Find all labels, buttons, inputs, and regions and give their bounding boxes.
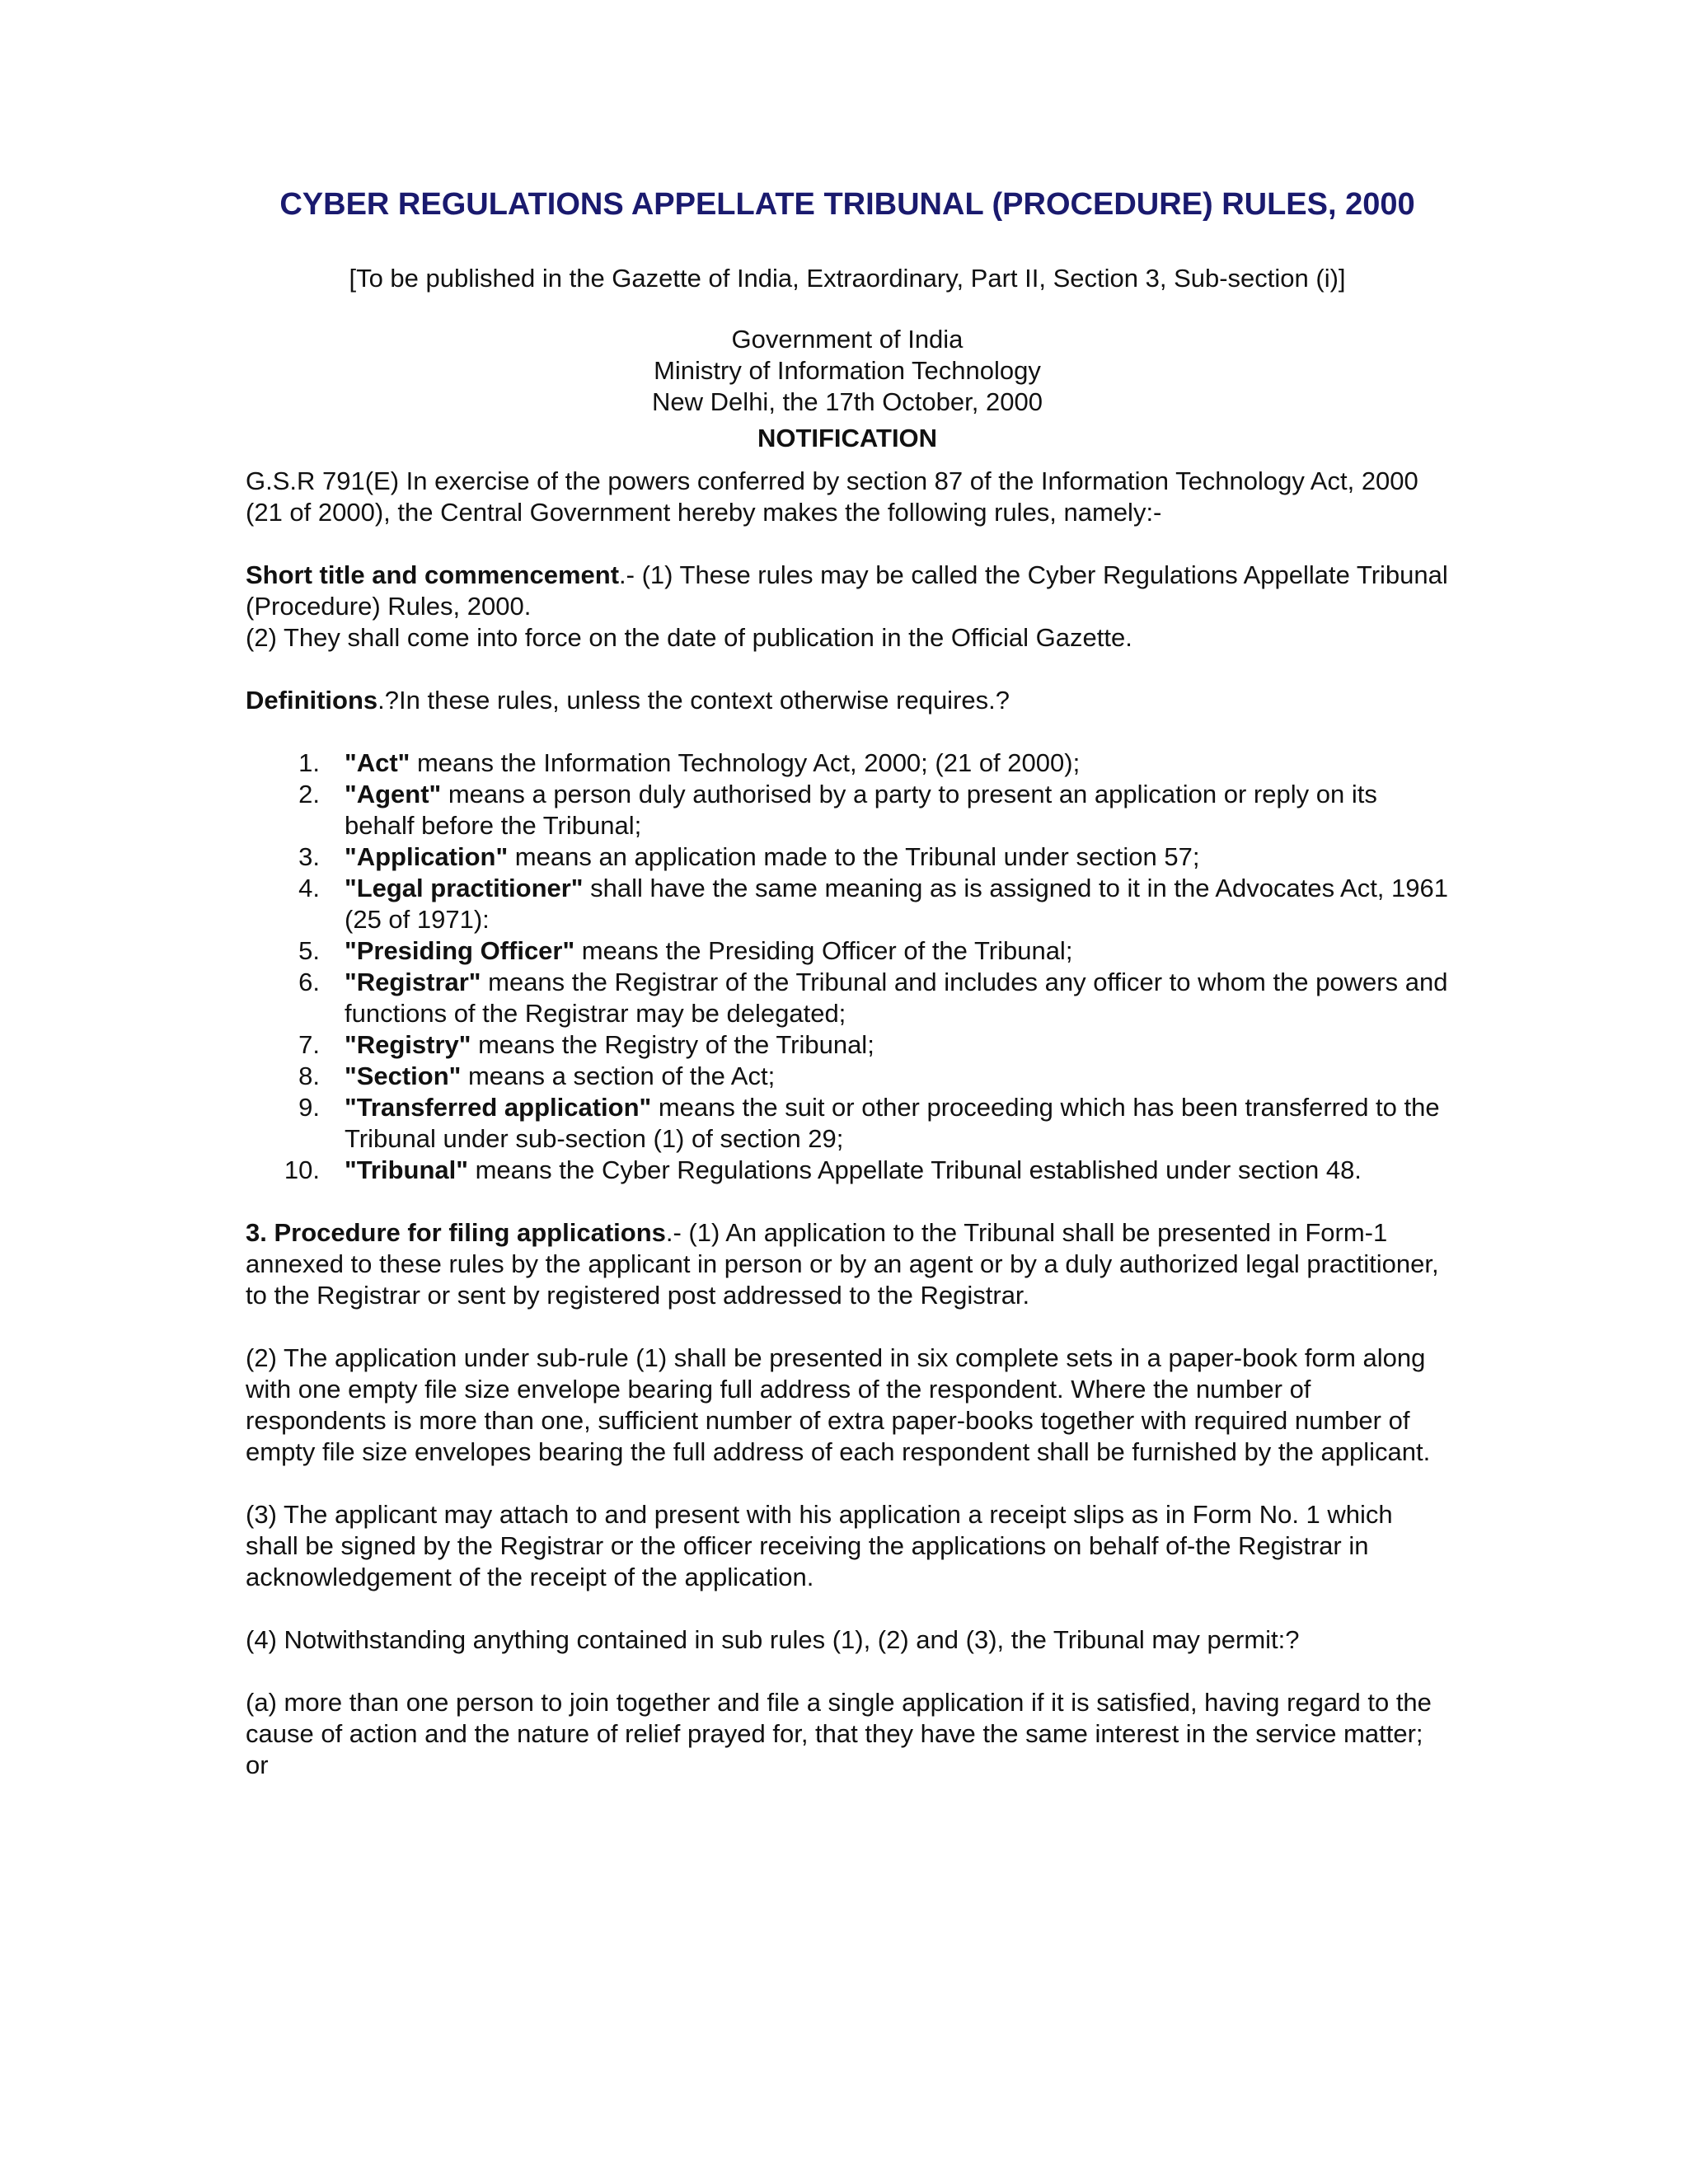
list-item-number: 5. xyxy=(298,936,320,965)
list-item-number: 8. xyxy=(298,1062,320,1090)
list-item xyxy=(246,841,1449,873)
procedure-paragraph-5: (a) more than one person to join together and file a single application if it is satisfied, having regard to the cause of action and the nature of relief prayed for, that they have the same interest in the service matter; or xyxy=(246,1688,1432,1779)
gazette-note: [To be published in the Gazette of India, Extraordinary, Part II, Section 3, Sub-section (i)] xyxy=(349,264,1346,293)
list-item xyxy=(246,1155,1449,1186)
definition-term: "Registry" xyxy=(345,1030,471,1059)
definition-text: means a person duly authorised by a party to present an application or reply on its behalf before the Tribunal; xyxy=(345,780,1377,840)
list-item-number: 10. xyxy=(284,1155,320,1184)
definition-text: means the Cyber Regulations Appellate Tribunal established under section 48. xyxy=(467,1155,1362,1184)
list-item-number: 6. xyxy=(298,968,320,996)
procedure-paragraph-3: (3) The applicant may attach to and present with his application a receipt slips as in Form No. 1 which shall be signed by the Registrar or the officer receiving the applications on behalf of-the Registrar in acknowledgement of the receipt of the application. xyxy=(246,1500,1393,1591)
issuer-place-date: New Delhi, the 17th October, 2000 xyxy=(652,387,1043,416)
document-page xyxy=(246,185,1449,1812)
list-item-number: 2. xyxy=(298,780,320,808)
definition-term: "Transferred application" xyxy=(345,1093,652,1122)
issuer-government: Government of India xyxy=(731,325,964,354)
list-item xyxy=(246,935,1449,967)
document-title: CYBER REGULATIONS APPELLATE TRIBUNAL (PROCEDURE) RULES, 2000 xyxy=(279,187,1415,222)
definition-term: "Section" xyxy=(345,1062,462,1090)
procedure-heading: 3. Procedure for filing applications xyxy=(246,1218,666,1247)
list-item xyxy=(246,873,1449,935)
list-item xyxy=(246,1061,1449,1092)
list-item-number: 7. xyxy=(298,1030,320,1059)
definition-term: "Application" xyxy=(345,842,509,871)
definition-text: means a section of the Act; xyxy=(461,1062,776,1090)
procedure-paragraph-4: (4) Notwithstanding anything contained in sub rules (1), (2) and (3), the Tribunal may permit:? xyxy=(246,1625,1300,1654)
list-item xyxy=(246,1092,1449,1155)
definition-text: means an application made to the Tribunal under section 57; xyxy=(508,842,1200,871)
issuer-ministry: Ministry of Information Technology xyxy=(654,356,1041,385)
definition-text: means the Registrar of the Tribunal and includes any officer to whom the powers and functions of the Registrar may be delegated; xyxy=(345,968,1448,1028)
definitions-intro: .?In these rules, unless the context otherwise requires.? xyxy=(377,686,1010,715)
short-title-heading: Short title and commencement xyxy=(246,560,620,589)
list-item-number: 1. xyxy=(298,748,320,777)
definition-text: shall have the same meaning as is assigned to it in the Advocates Act, 1961 (25 of 1971): xyxy=(345,874,1448,934)
definition-term: "Registrar" xyxy=(345,968,481,996)
definitions-intro-paragraph xyxy=(246,685,1449,716)
list-item xyxy=(246,748,1449,779)
definition-term: "Act" xyxy=(345,748,410,777)
notification-heading: NOTIFICATION xyxy=(757,424,938,452)
definition-term: "Legal practitioner" xyxy=(345,874,584,902)
definition-text: means the Registry of the Tribunal; xyxy=(471,1030,874,1059)
short-title-section xyxy=(246,560,1449,654)
list-item-number: 9. xyxy=(298,1093,320,1122)
short-title-text-1: .- (1) These rules may be called the Cyber Regulations Appellate Tribunal (Procedure) Rules, 2000. xyxy=(246,560,1448,621)
procedure-text-1: .- (1) An application to the Tribunal shall be presented in Form-1 annexed to these rules by the applicant in person or by an agent or by a duly authorized legal practitioner, to the Registrar or sent by registered post addressed to the Registrar. xyxy=(246,1218,1439,1310)
list-item xyxy=(246,779,1449,841)
list-item-number: 4. xyxy=(298,874,320,902)
definition-text: means the suit or other proceeding which has been transferred to the Tribunal under sub-section (1) of section 29; xyxy=(345,1093,1440,1153)
short-title-text-2: (2) They shall come into force on the date of publication in the Official Gazette. xyxy=(246,623,1132,652)
list-item xyxy=(246,967,1449,1029)
definition-term: "Tribunal" xyxy=(345,1155,468,1184)
definitions-heading: Definitions xyxy=(246,686,378,715)
list-item-number: 3. xyxy=(298,842,320,871)
definition-term: "Presiding Officer" xyxy=(345,936,575,965)
procedure-paragraph-1 xyxy=(246,1217,1449,1311)
list-item xyxy=(246,1029,1449,1061)
definition-text: means the Presiding Officer of the Tribunal; xyxy=(574,936,1073,965)
definition-text: means the Information Technology Act, 2000; (21 of 2000); xyxy=(410,748,1081,777)
definition-term: "Agent" xyxy=(345,780,442,808)
preamble-paragraph: G.S.R 791(E) In exercise of the powers conferred by section 87 of the Information Technology Act, 2000 (21 of 2000), the Central Government hereby makes the following rules, namely:- xyxy=(246,466,1418,527)
procedure-paragraph-2: (2) The application under sub-rule (1) shall be presented in six complete sets in a paper-book form along with one empty file size envelope bearing full address of the respondent. Where the number of respondents is more than one, sufficient number of extra paper-books together with required number of empty file size envelopes bearing the full address of each respondent shall be furnished by the applicant. xyxy=(246,1343,1431,1466)
definitions-list xyxy=(246,748,1449,1186)
